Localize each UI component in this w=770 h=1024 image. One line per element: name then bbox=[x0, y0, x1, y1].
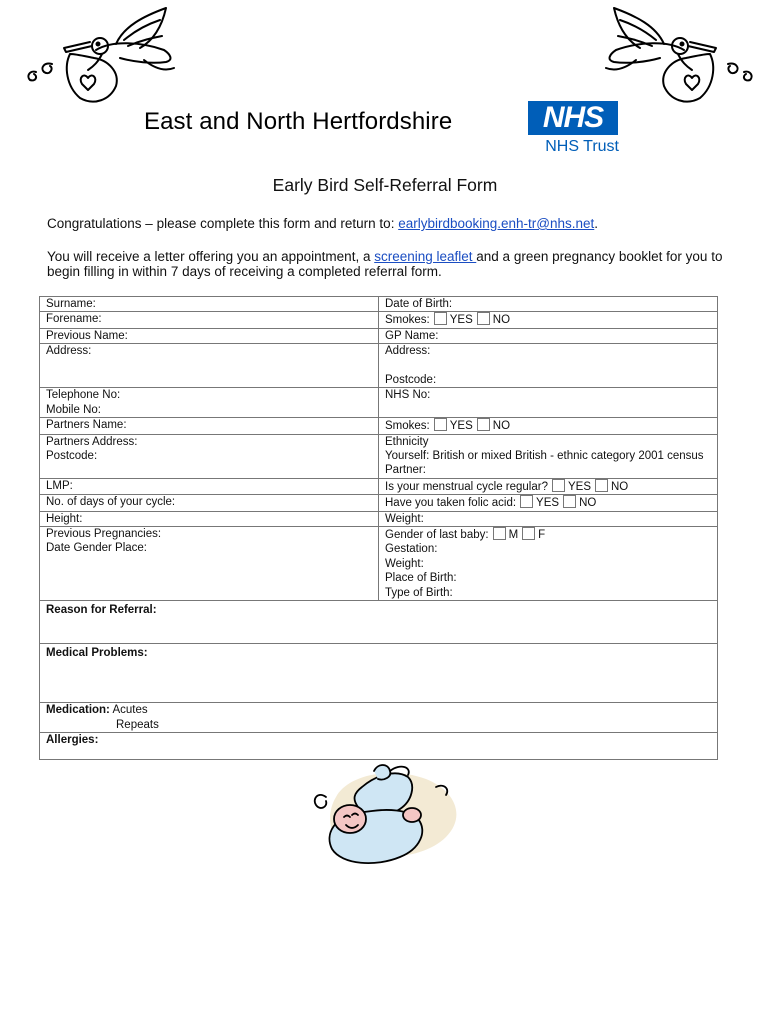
partner-smokes-no-checkbox[interactable] bbox=[477, 418, 490, 431]
medication-field[interactable]: Medication: Acutes Repeats bbox=[40, 703, 718, 733]
email-link[interactable]: earlybirdbooking.enh-tr@nhs.net bbox=[398, 216, 595, 231]
previous-pregnancies-field[interactable]: Previous Pregnancies: Date Gender Place: bbox=[40, 527, 379, 601]
folic-no-checkbox[interactable] bbox=[563, 495, 576, 508]
folic-acid-field: Have you taken folic acid: YES NO bbox=[379, 495, 718, 511]
intro-paragraph-1: Congratulations – please complete this form and return to: earlybirdbooking.enh-tr@nhs.net. bbox=[47, 216, 599, 231]
cycle-days-field[interactable]: No. of days of your cycle: bbox=[40, 495, 379, 511]
stork-left-illustration bbox=[24, 6, 184, 106]
surname-field[interactable]: Surname: bbox=[40, 297, 379, 312]
nhs-logo: NHS bbox=[528, 101, 618, 135]
medical-problems-field[interactable]: Medical Problems: bbox=[40, 644, 718, 703]
weight-field[interactable]: Weight: bbox=[379, 511, 718, 526]
form-title: Early Bird Self-Referral Form bbox=[272, 175, 498, 195]
gp-address-field[interactable]: Address: Postcode: bbox=[379, 344, 718, 388]
baby-bundle-illustration bbox=[296, 757, 476, 877]
menstrual-no-checkbox[interactable] bbox=[595, 479, 608, 492]
smokes-yes-checkbox[interactable] bbox=[434, 312, 447, 325]
menstrual-yes-checkbox[interactable] bbox=[552, 479, 565, 492]
last-baby-field: Gender of last baby: M F Gestation: Weight: Place of Birth: Type of Birth: bbox=[379, 527, 718, 601]
reason-for-referral-field[interactable]: Reason for Referral: bbox=[40, 601, 718, 644]
gender-m-checkbox[interactable] bbox=[493, 527, 506, 540]
forename-field[interactable]: Forename: bbox=[40, 312, 379, 328]
gp-name-field[interactable]: GP Name: bbox=[379, 328, 718, 343]
trust-header bbox=[144, 96, 624, 160]
org-name: East and North Hertfordshire bbox=[144, 108, 453, 135]
partner-smokes-field: Smokes: YES NO bbox=[379, 418, 718, 434]
dob-field[interactable]: Date of Birth: bbox=[379, 297, 718, 312]
height-field[interactable]: Height: bbox=[40, 511, 379, 526]
address-field[interactable]: Address: bbox=[40, 344, 379, 388]
referral-form-table bbox=[39, 296, 718, 760]
stork-right-illustration bbox=[596, 6, 756, 106]
lmp-field[interactable]: LMP: bbox=[40, 478, 379, 494]
intro-paragraph-2: You will receive a letter offering you an appointment, a screening leaflet and a green pregnancy booklet for you to begin filling in within 7 days of receiving a completed referral form. bbox=[47, 249, 723, 279]
partner-smokes-yes-checkbox[interactable] bbox=[434, 418, 447, 431]
smokes-no-checkbox[interactable] bbox=[477, 312, 490, 325]
nhs-number-field[interactable]: NHS No: bbox=[379, 388, 718, 418]
previous-name-field[interactable]: Previous Name: bbox=[40, 328, 379, 343]
telephone-field[interactable]: Telephone No: Mobile No: bbox=[40, 388, 379, 418]
smokes-field: Smokes: YES NO bbox=[379, 312, 718, 328]
folic-yes-checkbox[interactable] bbox=[520, 495, 533, 508]
gender-f-checkbox[interactable] bbox=[522, 527, 535, 540]
allergies-field[interactable]: Allergies: bbox=[40, 732, 718, 759]
menstrual-cycle-field: Is your menstrual cycle regular? YES NO bbox=[379, 478, 718, 494]
partners-address-field[interactable]: Partners Address: Postcode: bbox=[40, 434, 379, 478]
ethnicity-field[interactable]: Ethnicity Yourself: British or mixed British - ethnic category 2001 census Partner: bbox=[379, 434, 718, 478]
nhs-trust-label: NHS Trust bbox=[545, 138, 619, 155]
partners-name-field[interactable]: Partners Name: bbox=[40, 418, 379, 434]
screening-leaflet-link[interactable]: screening leaflet bbox=[374, 249, 477, 264]
